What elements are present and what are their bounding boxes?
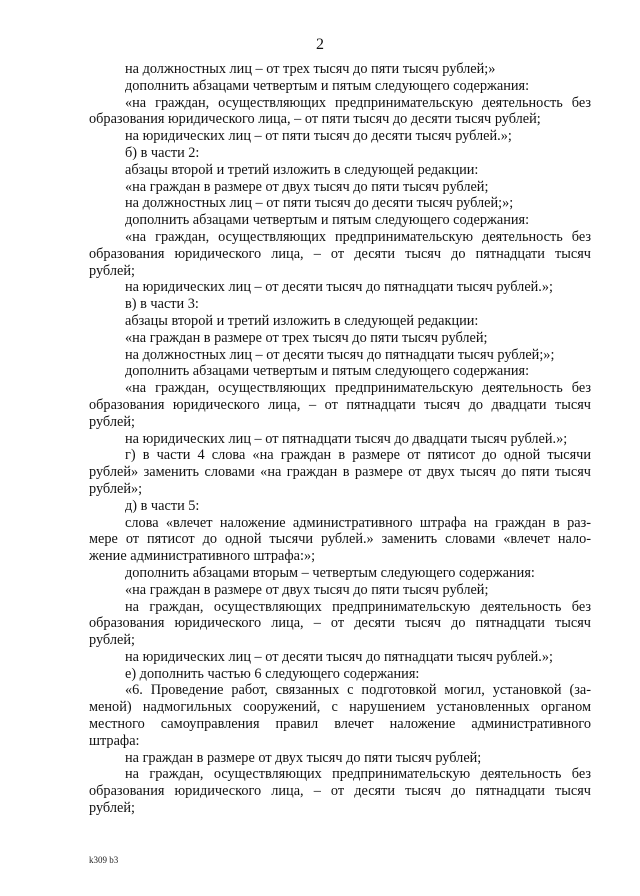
text-line: «на граждан, осуществляющих предпринимательскую деятельность без	[125, 94, 591, 111]
text-line: образования юридического лица, – от пятнадцати тысяч до двадцати тысяч	[89, 396, 591, 413]
text-line: д) в части 5:	[125, 497, 200, 514]
text-line: на юридических лиц – от десяти тысяч до пятнадцати тысяч рублей.»;	[125, 648, 554, 665]
text-line: на должностных лиц – от пяти тысяч до десяти тысяч рублей;»;	[125, 195, 514, 212]
text-line: образования юридического лица, – от пяти тысяч до десяти тысяч рублей;	[89, 111, 541, 128]
text-line: «на граждан в размере от двух тысяч до пяти тысяч рублей;	[125, 581, 489, 598]
text-line: дополнить абзацами четвертым и пятым следующего содержания:	[125, 212, 530, 229]
text-line: абзацы второй и третий изложить в следующей редакции:	[125, 161, 479, 178]
text-line: дополнить абзацами вторым – четвертым следующего содержания:	[125, 564, 535, 581]
text-line: рублей;	[89, 800, 135, 817]
text-line: меной) надмогильных сооружений, с нарушением установленных органом	[89, 699, 591, 716]
text-line: «на граждан, осуществляющих предпринимательскую деятельность без	[125, 380, 591, 397]
text-line: на граждан, осуществляющих предпринимательскую деятельность без	[125, 766, 591, 783]
text-line: рублей»;	[89, 480, 143, 497]
text-line: рублей» заменить словами «на граждан в размере от двух тысяч до пяти тысяч	[89, 464, 591, 481]
text-line: «6. Проведение работ, связанных с подготовкой могил, установкой (за-	[125, 682, 591, 699]
text-line: образования юридического лица, – от десяти тысяч до пятнадцати тысяч	[89, 245, 591, 262]
text-line: б) в части 2:	[125, 144, 200, 161]
text-line: дополнить абзацами четвертым и пятым следующего содержания:	[125, 77, 530, 94]
text-line: «на граждан, осуществляющих предпринимательскую деятельность без	[125, 228, 591, 245]
text-line: штрафа:	[89, 732, 140, 749]
text-line: на граждан, осуществляющих предпринимательскую деятельность без	[125, 598, 591, 615]
text-line: на должностных лиц – от десяти тысяч до пятнадцати тысяч рублей;»;	[125, 346, 555, 363]
text-line: на юридических лиц – от десяти тысяч до пятнадцати тысяч рублей.»;	[125, 279, 554, 296]
text-line: в) в части 3:	[125, 296, 199, 313]
page-number: 2	[316, 36, 324, 53]
text-line: образования юридического лица, – от десяти тысяч до пятнадцати тысяч	[89, 783, 591, 800]
document-code: k309 b3	[89, 855, 119, 865]
text-line: на юридических лиц – от пятнадцати тысяч до двадцати тысяч рублей.»;	[125, 430, 568, 447]
text-line: дополнить абзацами четвертым и пятым следующего содержания:	[125, 363, 530, 380]
text-line: слова «влечет наложение административного штрафа на граждан в раз-	[125, 514, 591, 531]
text-line: г) в части 4 слова «на граждан в размере от пятисот до одной тысячи	[125, 447, 591, 464]
text-line: е) дополнить частью 6 следующего содержания:	[125, 665, 420, 682]
text-line: рублей;	[89, 632, 135, 649]
text-line: на юридических лиц – от пяти тысяч до десяти тысяч рублей.»;	[125, 128, 512, 145]
text-line: рублей;	[89, 413, 135, 430]
text-line: абзацы второй и третий изложить в следующей редакции:	[125, 312, 479, 329]
text-line: образования юридического лица, – от десяти тысяч до пятнадцати тысяч	[89, 615, 591, 632]
text-line: на граждан в размере от двух тысяч до пяти тысяч рублей;	[125, 749, 482, 766]
text-line: местного самоуправления правил влечет наложение административного	[89, 716, 591, 733]
text-line: жение административного штрафа:»;	[89, 548, 316, 565]
text-line: «на граждан в размере от двух тысяч до пяти тысяч рублей;	[125, 178, 489, 195]
text-line: мере от пятисот до одной тысячи рублей.» заменить словами «влечет нало-	[89, 531, 591, 548]
text-line: на должностных лиц – от трех тысяч до пяти тысяч рублей;»	[125, 61, 496, 77]
document-body	[89, 61, 591, 817]
text-line: «на граждан в размере от трех тысяч до пяти тысяч рублей;	[125, 329, 488, 346]
text-line: рублей;	[89, 262, 135, 279]
